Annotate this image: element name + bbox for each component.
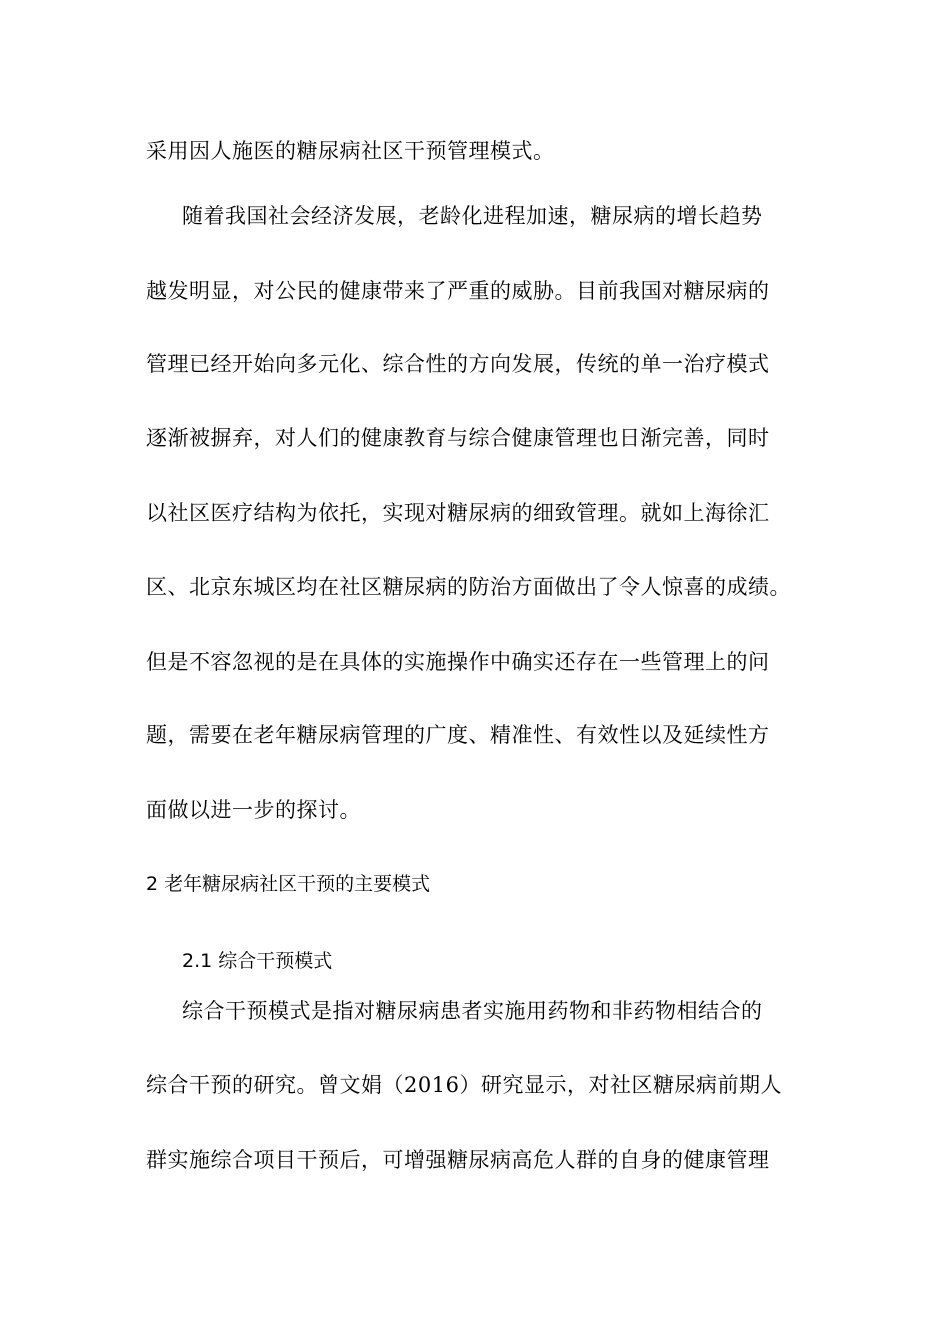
paragraph-3-line-3: 群实施综合项目干预后，可增强糖尿病高危人群的自身的健康管理 xyxy=(146,1148,770,1172)
paragraph-2-line-8: 题，需要在老年糖尿病管理的广度、精准性、有效性以及延续性方 xyxy=(146,723,770,747)
paragraph-2-line-7: 但是不容忽视的是在具体的实施操作中确实还存在一些管理上的问 xyxy=(146,650,770,674)
paragraph-2-line-1: 随着我国社会经济发展，老龄化进程加速，糖尿病的增长趋势 xyxy=(182,204,763,228)
paragraph-3-line-2: 综合干预的研究。曾文娟（2016）研究显示，对社区糖尿病前期人 xyxy=(146,1073,782,1097)
paragraph-2-line-2: 越发明显，对公民的健康带来了严重的威胁。目前我国对糖尿病的 xyxy=(146,279,770,303)
paragraph-3-line-1: 综合干预模式是指对糖尿病患者实施用药物和非药物相结合的 xyxy=(182,999,763,1023)
paragraph-2-line-5: 以社区医疗结构为依托，实现对糖尿病的细致管理。就如上海徐汇 xyxy=(146,501,770,525)
subsection-heading: 2.1 综合干预模式 xyxy=(182,950,333,972)
paragraph-2-line-3: 管理已经开始向多元化、综合性的方向发展，传统的单一治疗模式 xyxy=(146,352,770,376)
paragraph-2-line-6: 区、北京东城区均在社区糖尿病的防治方面做出了令人惊喜的成绩。 xyxy=(146,575,791,599)
paragraph-1-line-1: 采用因人施医的糖尿病社区干预管理模式。 xyxy=(146,139,555,163)
paragraph-2-line-9: 面做以进一步的探讨。 xyxy=(146,798,361,822)
paragraph-2-line-4: 逐渐被摒弃，对人们的健康教育与综合健康管理也日渐完善，同时 xyxy=(146,426,770,450)
section-heading: 2 老年糖尿病社区干预的主要模式 xyxy=(146,873,431,895)
